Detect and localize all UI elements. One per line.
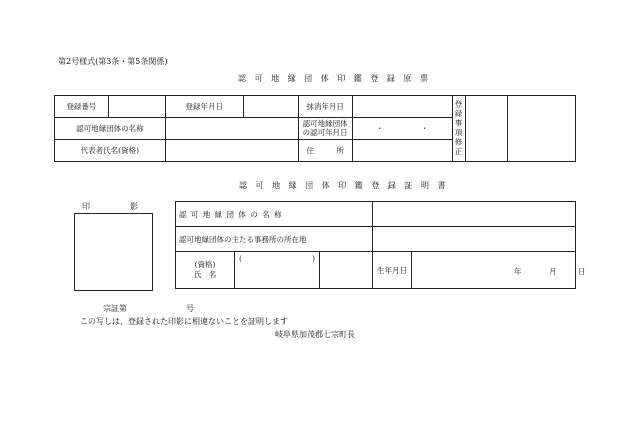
registration-date-field[interactable] [243,96,298,118]
approval-date-field[interactable]: ・ ・ [352,118,453,140]
seal-label: 印 影 [82,202,138,211]
cert-org-name-field[interactable] [373,202,576,227]
approval-date-label: 認可地縁団体 の認可年月日 [298,118,352,140]
certificate-title: 認 可 地 縁 団 体 印 鑑 登 録 証 明 書 [239,181,449,190]
table-row [176,227,576,252]
registration-number-field[interactable] [108,96,165,118]
birth-date-label: 生年月日 [373,252,412,289]
cancellation-date-label: 抹消年月日 [298,96,352,118]
address-field[interactable] [352,140,453,162]
entry-correction-field-1[interactable] [466,96,508,162]
cert-number-suffix: 号 [186,304,194,313]
paren-close: ) [312,254,315,263]
day-label: 日 [578,267,586,276]
table-row [55,96,576,118]
cancellation-date-field[interactable] [352,96,453,118]
birth-date-field[interactable] [412,252,586,289]
office-address-label: 認可地縁団体の主たる事務所の所在地 [176,227,373,252]
cert-number-prefix: 宗証第 [103,304,127,313]
entry-correction-field-2[interactable] [507,96,575,162]
qualification-name-label: (資格) 氏 名 [176,252,235,289]
representative-field[interactable] [165,140,298,162]
office-address-field[interactable] [373,227,576,252]
qualification-name-field[interactable] [235,252,320,289]
address-label: 住 所 [298,140,352,162]
certification-statement: この写しは、登録された印影に相違ないことを証明します [80,317,288,326]
year-label: 年 [514,267,522,276]
ledger-title: 認 可 地 縁 団 体 印 鑑 登 録 原 票 [238,74,431,83]
form-number: 第2号様式(第3条・第5条関係) [58,57,168,66]
org-name-field[interactable] [165,118,298,140]
certificate-table [175,201,586,289]
entry-correction-label: 登録事項修正 [453,96,466,162]
table-row [176,202,576,227]
table-row [176,252,576,289]
cert-org-name-label: 認 可 地 縁 団 体 の 名 称 [176,202,373,227]
issuer-name: 岐阜県加茂郡七宗町長 [275,330,355,339]
name-field-extension[interactable] [320,252,373,289]
representative-label: 代表者氏名(資格) [55,140,166,162]
registration-number-label: 登録番号 [55,96,109,118]
ledger-table [54,95,576,162]
month-label: 月 [549,267,557,276]
org-name-label: 認可地縁団体の名称 [55,118,166,140]
seal-impression-box[interactable] [74,213,153,291]
registration-date-label: 登録年月日 [165,96,243,118]
paren-open: ( [239,254,242,263]
